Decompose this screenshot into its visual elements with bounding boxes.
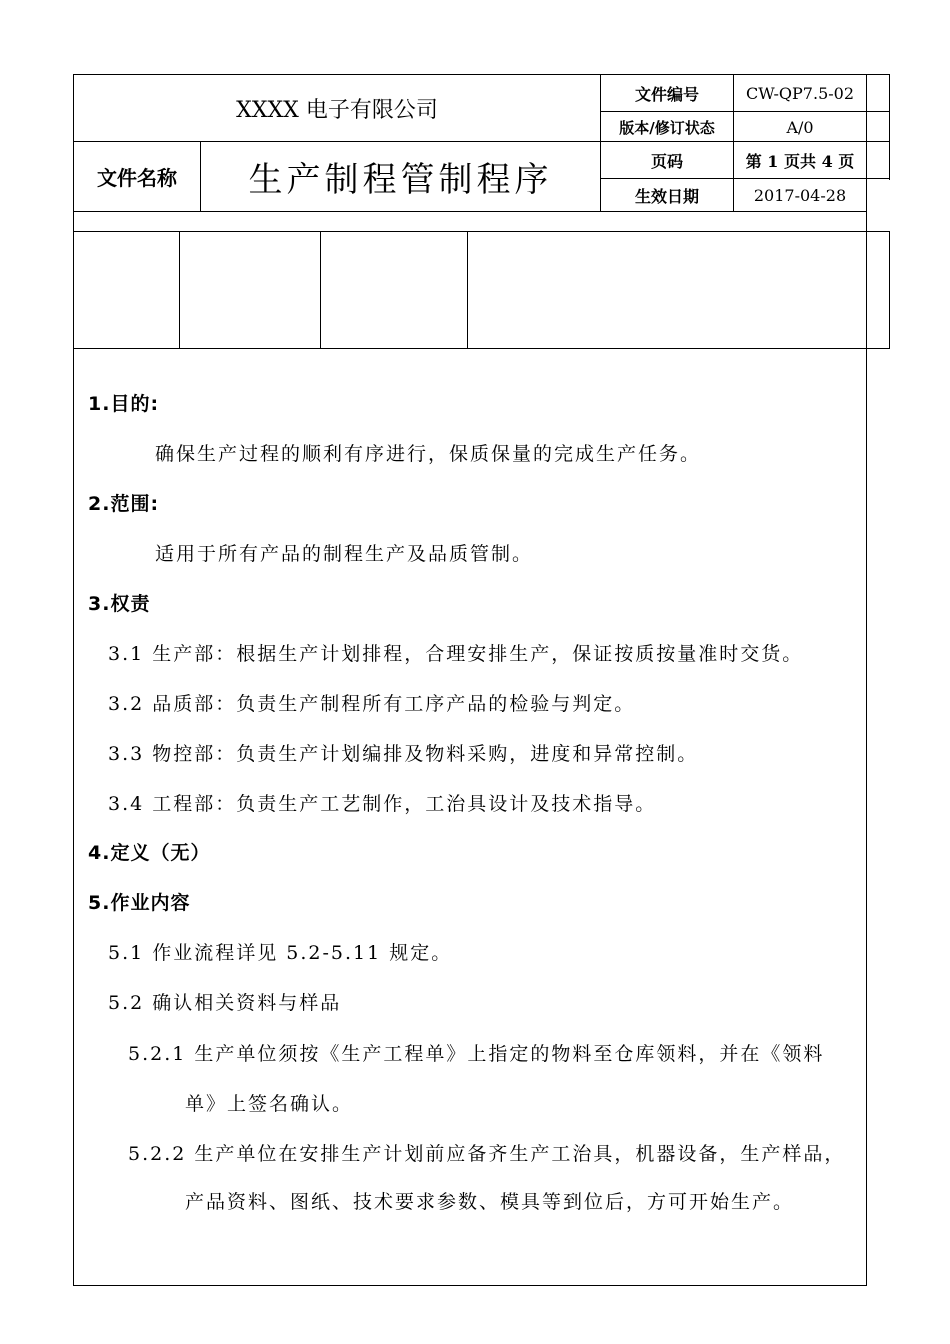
doc-title: 生产制程管制程序 xyxy=(248,160,553,200)
effective-date-label: 生效日期 xyxy=(634,186,699,206)
doc-name-label: 文件名称 xyxy=(97,166,177,190)
header-bottom-border xyxy=(73,211,867,212)
revision-col-line-3 xyxy=(467,231,468,349)
page-left-border xyxy=(73,74,74,1286)
doc-number-value: CW-QP7.5-02 xyxy=(745,83,855,103)
revision-col-line-1 xyxy=(179,231,180,349)
page-number-value: 第 1 页共 4 页 xyxy=(745,151,855,171)
section-5-2-1-line-1: 5.2.1 生产单位须按《生产工程单》上指定的物料至仓库领料，并在《领料 xyxy=(128,1043,825,1065)
section-1-heading: 1.目的: xyxy=(88,393,160,415)
section-2-text: 适用于所有产品的制程生产及品质管制。 xyxy=(155,543,534,565)
section-3-item-2: 3.2 品质部：负责生产制程所有工序产品的检验与判定。 xyxy=(108,693,636,715)
revision-status-label: 版本/修订状态 xyxy=(619,118,715,137)
section-5-heading: 5.作业内容 xyxy=(88,892,191,914)
company-name: XXXX 电子有限公司 xyxy=(236,97,438,123)
page-number-label: 页码 xyxy=(650,151,683,171)
section-5-2-2-line-2: 产品资料、图纸、技术要求参数、模具等到位后，方可开始生产。 xyxy=(185,1191,795,1213)
effective-date-value: 2017-04-28 xyxy=(753,185,847,205)
revision-status-value: A/0 xyxy=(786,117,814,137)
revision-col-line-4 xyxy=(889,231,890,349)
revision-table-top xyxy=(73,231,890,232)
page-right-border xyxy=(866,74,867,1286)
header-col-line-outer xyxy=(889,74,890,180)
section-3-item-4: 3.4 工程部：负责生产工艺制作，工治具设计及技术指导。 xyxy=(108,793,657,815)
section-5-2-1-line-2: 单》上签名确认。 xyxy=(185,1093,354,1115)
page-bottom-border xyxy=(73,1285,867,1286)
section-1-text: 确保生产过程的顺利有序进行，保质保量的完成生产任务。 xyxy=(155,443,702,465)
section-5-1: 5.1 作业流程详见 5.2-5.11 规定。 xyxy=(108,942,453,964)
section-2-heading: 2.范围: xyxy=(88,493,160,515)
revision-col-line-2 xyxy=(320,231,321,349)
section-5-2-2-line-1: 5.2.2 生产单位在安排生产计划前应备齐生产工治具，机器设备，生产样品， xyxy=(128,1143,846,1165)
section-5-2: 5.2 确认相关资料与样品 xyxy=(108,992,342,1014)
doc-number-label: 文件编号 xyxy=(634,84,699,104)
section-3-item-3: 3.3 物控部：负责生产计划编排及物料采购，进度和异常控制。 xyxy=(108,743,699,765)
section-3-item-1: 3.1 生产部：根据生产计划排程，合理安排生产，保证按质按量准时交货。 xyxy=(108,643,804,665)
section-3-heading: 3.权责 xyxy=(88,593,151,615)
section-4-heading: 4.定义（无） xyxy=(88,842,211,864)
revision-table-bottom xyxy=(73,348,890,349)
